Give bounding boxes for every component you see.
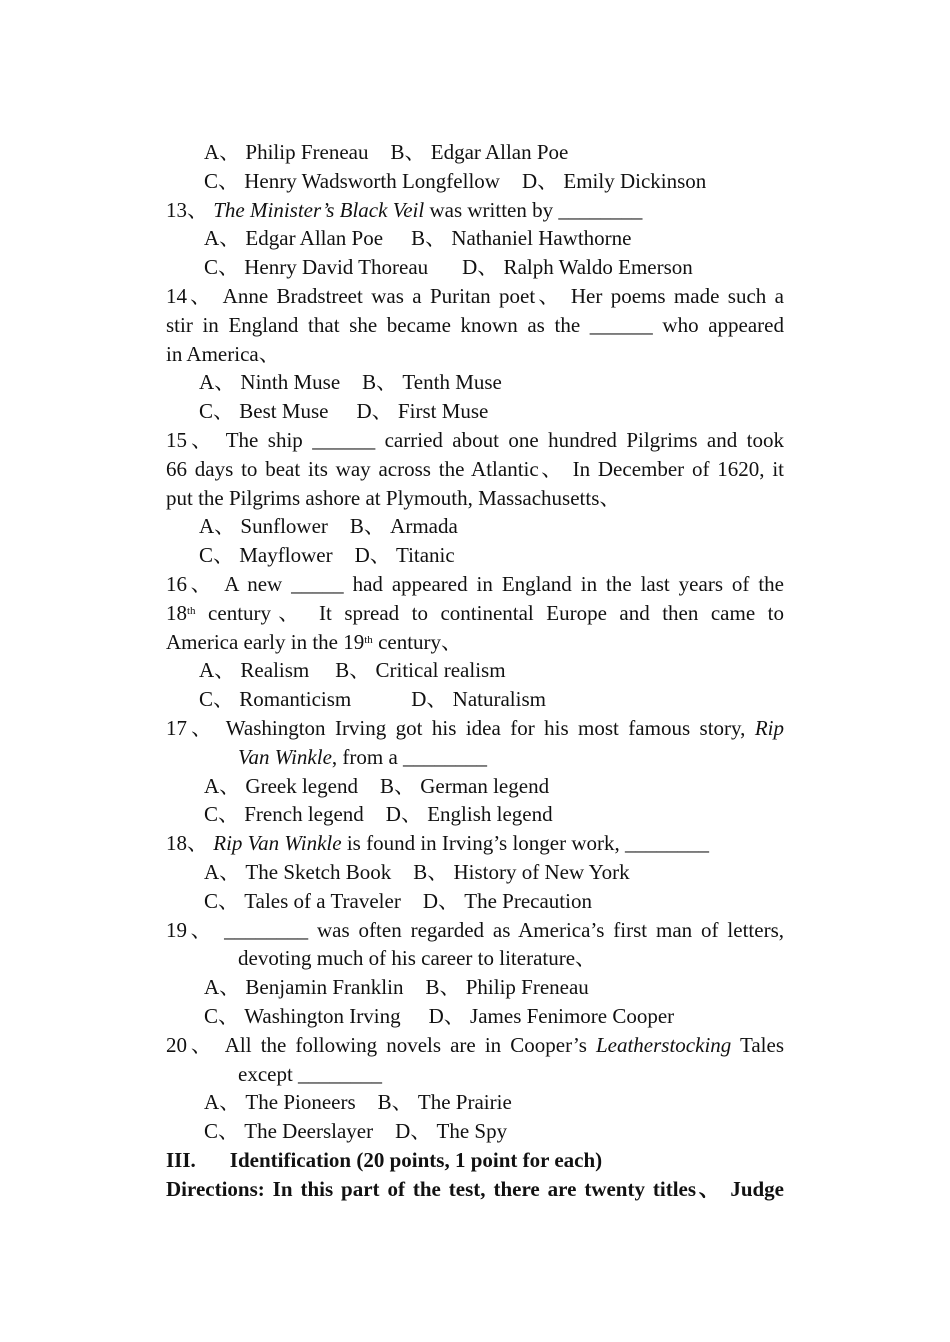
q13-option-c[interactable]: C、 Henry David Thoreau	[204, 255, 429, 280]
q16-options-cd	[166, 685, 784, 714]
q14-option-c[interactable]: C、 Best Muse	[199, 399, 329, 424]
q12-option-a[interactable]: A、 Philip Freneau	[204, 140, 369, 164]
q16-century-number: 18	[166, 600, 187, 625]
q16-options-ab	[166, 656, 784, 685]
q15-stem-line-3: put the Pilgrims ashore at Plymouth, Massachusetts、	[166, 485, 621, 510]
section-3-directions-text: Directions: In this part of the test, there are twenty titles、 Judge	[166, 1176, 784, 1201]
q13-title: The Minister’s Black Veil	[213, 197, 425, 222]
q13-option-d[interactable]: D、 Ralph Waldo Emerson	[462, 255, 693, 280]
q16-option-a[interactable]: A、 Realism	[199, 658, 310, 683]
q16-superscript: th	[187, 604, 196, 617]
q13-options-cd	[166, 253, 784, 282]
q20-text-end: Tales	[740, 1032, 784, 1057]
q14-options-cd	[166, 397, 784, 426]
q14-option-a[interactable]: A、 Ninth Muse	[199, 370, 341, 395]
q19-options-ab	[166, 973, 784, 1002]
q16-stem-line-3	[166, 628, 784, 657]
q13-options-ab	[166, 224, 784, 253]
q17-option-c[interactable]: C、 French legend	[204, 802, 364, 827]
q18-stem	[166, 829, 784, 858]
q16-superscript-2: th	[364, 633, 373, 646]
q17-options-ab	[166, 772, 784, 801]
q17-title-end: Van Winkle	[238, 744, 332, 769]
q20-option-c[interactable]: C、 The Deerslayer	[204, 1119, 374, 1144]
q20-option-b[interactable]: B、 The Prairie	[377, 1090, 512, 1115]
q13-text: was written by ________	[424, 197, 643, 222]
q18-options-cd	[166, 887, 784, 916]
q12-options-cd	[166, 167, 784, 196]
q20-stem-line-2: except ________	[238, 1061, 383, 1086]
q15-option-d[interactable]: D、 Titanic	[354, 543, 455, 568]
q12-option-c[interactable]: C、 Henry Wadsworth Longfellow	[204, 168, 500, 193]
q19-option-c[interactable]: C、 Washington Irving	[204, 1003, 401, 1028]
q18-option-c[interactable]: C、 Tales of a Traveler	[204, 888, 401, 913]
q16-option-d[interactable]: D、 Naturalism	[411, 687, 546, 712]
q14-stem-line-1: 14、 Anne Bradstreet was a Puritan poet、 Her poems made such a	[166, 283, 784, 308]
q19-option-a[interactable]: A、 Benjamin Franklin	[204, 975, 404, 1000]
q13-number: 13、	[166, 197, 208, 222]
q15-option-b[interactable]: B、 Armada	[349, 514, 458, 539]
q16-line-3-end: century、	[372, 629, 463, 654]
q12-options-ab	[166, 138, 784, 167]
q17-text: 17、 Washington Irving got his idea for his most famous story,	[166, 715, 746, 740]
q19-option-b[interactable]: B、 Philip Freneau	[425, 975, 589, 1000]
q18-option-a[interactable]: A、 The Sketch Book	[204, 859, 392, 884]
q14-stem-line-2: stir in England that she became known as the ______ who appeared	[166, 312, 784, 337]
q17-option-b[interactable]: B、 German legend	[379, 773, 550, 798]
q16-line-3-text: America early in the 19	[166, 629, 365, 654]
q19-options-cd	[166, 1002, 784, 1031]
q15-options-ab	[166, 512, 784, 541]
q19-stem-line-1: 19、 ________ was often regarded as America’s first man of letters,	[166, 917, 784, 942]
q16-stem-line-1: 16、 A new _____ had appeared in England in the last years of the	[166, 571, 784, 596]
q19-option-d[interactable]: D、 James Fenimore Cooper	[428, 1003, 675, 1028]
q18-options-ab	[166, 858, 784, 887]
section-3-directions	[166, 1175, 784, 1204]
q17-text-end: , from a ________	[331, 744, 488, 769]
q18-title: Rip Van Winkle	[213, 831, 342, 856]
document-body	[166, 138, 784, 1203]
q15-option-c[interactable]: C、 Mayflower	[199, 543, 333, 568]
q16-option-c[interactable]: C、 Romanticism	[199, 687, 352, 712]
q20-options-cd	[166, 1117, 784, 1146]
q18-number: 18、	[166, 831, 208, 856]
q17-options-cd	[166, 800, 784, 829]
q20-series-title: Leatherstocking	[595, 1032, 732, 1057]
q13-stem	[166, 196, 784, 225]
q20-text: 20、 All the following novels are in Cooper’s	[166, 1032, 587, 1057]
q12-option-d[interactable]: D、 Emily Dickinson	[521, 168, 707, 193]
q19-stem-line-2: devoting much of his career to literature、	[238, 946, 597, 971]
q16-stem-line-2	[166, 599, 784, 628]
q14-option-d[interactable]: D、 First Muse	[356, 399, 489, 424]
q14-stem-line-3: in America、	[166, 341, 280, 366]
q18-option-b[interactable]: B、 History of New York	[413, 859, 630, 884]
q13-option-a[interactable]: A、 Edgar Allan Poe	[204, 226, 384, 251]
q17-stem-line-1	[166, 714, 784, 743]
q20-option-d[interactable]: D、 The Spy	[395, 1119, 508, 1144]
q16-line-2-text: century、 It spread to continental Europe and then came to	[195, 600, 784, 625]
section-3-number: III.	[166, 1147, 196, 1172]
q13-option-b[interactable]: B、 Nathaniel Hawthorne	[411, 226, 632, 251]
section-3-heading	[166, 1146, 784, 1175]
q20-stem-line-1	[166, 1031, 784, 1060]
q15-option-a[interactable]: A、 Sunflower	[199, 514, 328, 539]
q20-option-a[interactable]: A、 The Pioneers	[204, 1090, 356, 1115]
q16-option-b[interactable]: B、 Critical realism	[335, 658, 506, 683]
q17-option-d[interactable]: D、 English legend	[385, 802, 553, 827]
q18-text: is found in Irving’s longer work, ________	[341, 831, 710, 856]
q12-option-b[interactable]: B、 Edgar Allan Poe	[390, 140, 569, 164]
section-3-title: Identification (20 points, 1 point for each)	[229, 1147, 603, 1172]
q17-stem-line-2	[166, 743, 784, 772]
q14-options-ab	[166, 368, 784, 397]
q15-options-cd	[166, 541, 784, 570]
q18-option-d[interactable]: D、 The Precaution	[422, 888, 592, 913]
q20-options-ab	[166, 1088, 784, 1117]
q17-title-start: Rip	[754, 715, 784, 740]
q17-option-a[interactable]: A、 Greek legend	[204, 773, 358, 798]
q15-stem-line-1: 15、 The ship ______ carried about one hundred Pilgrims and took	[166, 427, 784, 452]
q14-option-b[interactable]: B、 Tenth Muse	[362, 370, 502, 395]
q15-stem-line-2: 66 days to beat its way across the Atlantic、 In December of 1620, it	[166, 456, 784, 481]
